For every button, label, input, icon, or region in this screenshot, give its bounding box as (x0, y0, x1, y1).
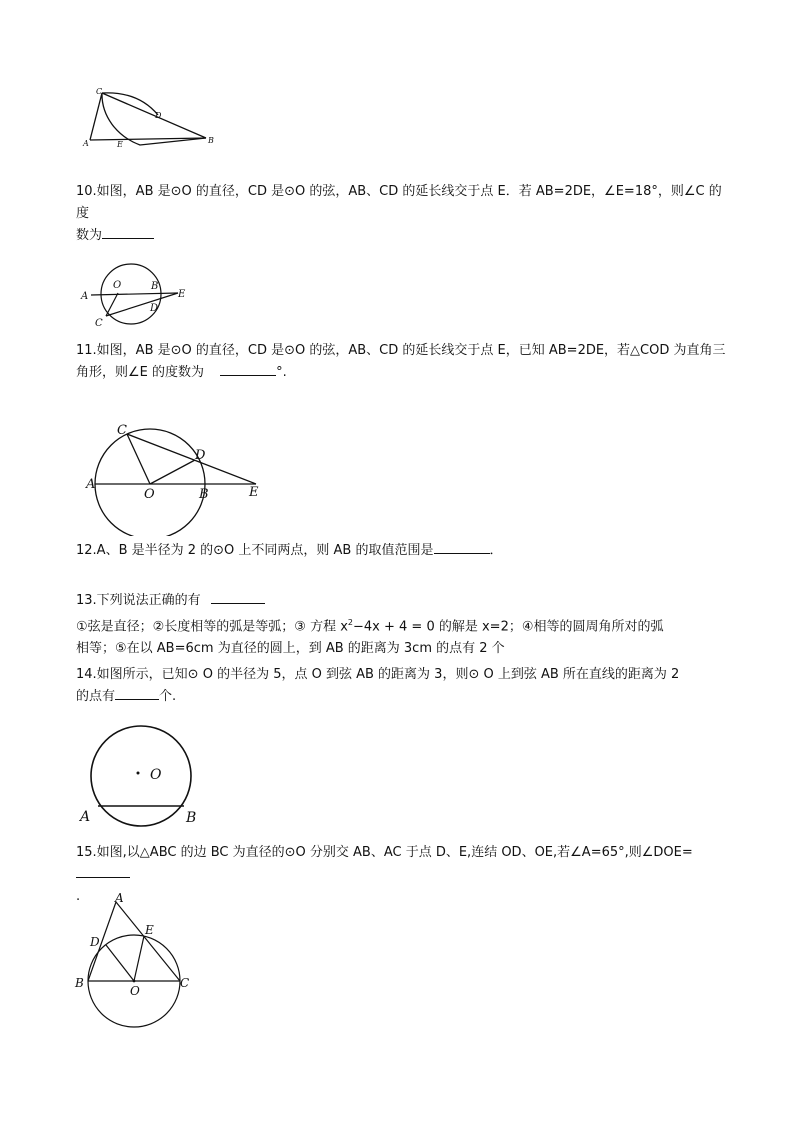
label-C: C (180, 976, 190, 990)
question-12 (76, 540, 726, 562)
label-O: O (144, 487, 155, 502)
label-A: A (80, 809, 91, 825)
q12-answer-blank[interactable] (434, 540, 490, 554)
q10-line1: 10.如图，AB 是⊙O 的直径，CD 是⊙O 的弦，AB、CD 的延长线交于点 E．若 AB=2DE，∠E=18°，则∠C 的度 (76, 184, 722, 221)
label-O: O (130, 984, 140, 998)
question-11 (76, 340, 726, 384)
q15-line2: . (76, 889, 81, 904)
figure-q15 (70, 890, 200, 1028)
figure-q11 (82, 418, 267, 536)
q15-answer-blank[interactable] (76, 864, 130, 878)
q12-suffix: ． (489, 543, 503, 558)
question-13 (76, 590, 726, 660)
label-O: O (113, 280, 122, 291)
label-B: B (199, 487, 209, 502)
label-E: E (249, 485, 259, 500)
figure-q9 (80, 85, 225, 157)
q11-line1: 11.如图，AB 是⊙O 的直径，CD 是⊙O 的弦，AB、CD 的延长线交于点 E，已知 AB=2DE，若△COD 为直角三 (76, 343, 726, 358)
figure-q10 (78, 260, 193, 330)
label-A: A (83, 139, 89, 148)
label-E: E (178, 289, 186, 300)
q14-line2: 的点有 (76, 689, 116, 704)
label-C: C (95, 318, 103, 329)
label-B: B (208, 136, 214, 145)
q13-line3: 相等；⑤在以 AB=6cm 为直径的圆上，到 AB 的距离为 3cm 的点有 2 个 (76, 641, 505, 657)
label-B: B (75, 976, 84, 990)
label-E: E (145, 923, 154, 937)
label-A: A (86, 477, 96, 492)
label-O: O (150, 767, 162, 783)
label-C: C (117, 423, 127, 438)
q13-line1: 13.下列说法正确的有 (76, 593, 201, 608)
q14-answer-blank[interactable] (115, 686, 159, 700)
q11-suffix: °. (276, 365, 287, 380)
label-A: A (81, 291, 89, 302)
q10-answer-blank[interactable] (102, 225, 154, 239)
q13-line2b: −4x + 4 = 0 的解是 x=2；④相等的圆周角所对的弧 (353, 619, 664, 635)
q12-text: 12.A、B 是半径为 2 的⊙O 上不同两点，则 AB 的取值范围是 (76, 543, 434, 558)
q13-exponent: 2 (347, 618, 354, 627)
label-C: C (96, 87, 103, 96)
q15-line1: 15.如图,以△ABC 的边 BC 为直径的⊙O 分别交 AB、AC 于点 D、E,连结 OD、OE,若∠A=65°,则∠DOE= (76, 845, 693, 860)
q11-line2: 角形，则∠E 的度数为 (76, 365, 205, 380)
question-14 (76, 664, 726, 708)
q14-suffix: 个. (159, 689, 177, 704)
q10-line2: 数为 (76, 228, 103, 243)
label-D: D (150, 303, 159, 314)
question-10 (76, 181, 726, 247)
q13-line2a: ①弦是直径；②长度相等的弧是等弧；③ 方程 x (76, 619, 348, 635)
q13-answer-blank[interactable] (211, 590, 265, 604)
figure-q14 (76, 722, 206, 834)
label-D: D (195, 448, 206, 463)
label-A: A (115, 891, 124, 905)
label-E: E (117, 140, 123, 149)
q14-line1: 14.如图所示，已知⊙ O 的半径为 5，点 O 到弦 AB 的距离为 3，则⊙ O 上到弦 AB 所在直线的距离为 2 (76, 667, 680, 682)
label-B: B (186, 810, 197, 826)
label-D: D (90, 935, 100, 949)
label-B: B (151, 281, 159, 292)
q11-answer-blank[interactable] (220, 362, 276, 376)
label-D: D (155, 111, 162, 120)
